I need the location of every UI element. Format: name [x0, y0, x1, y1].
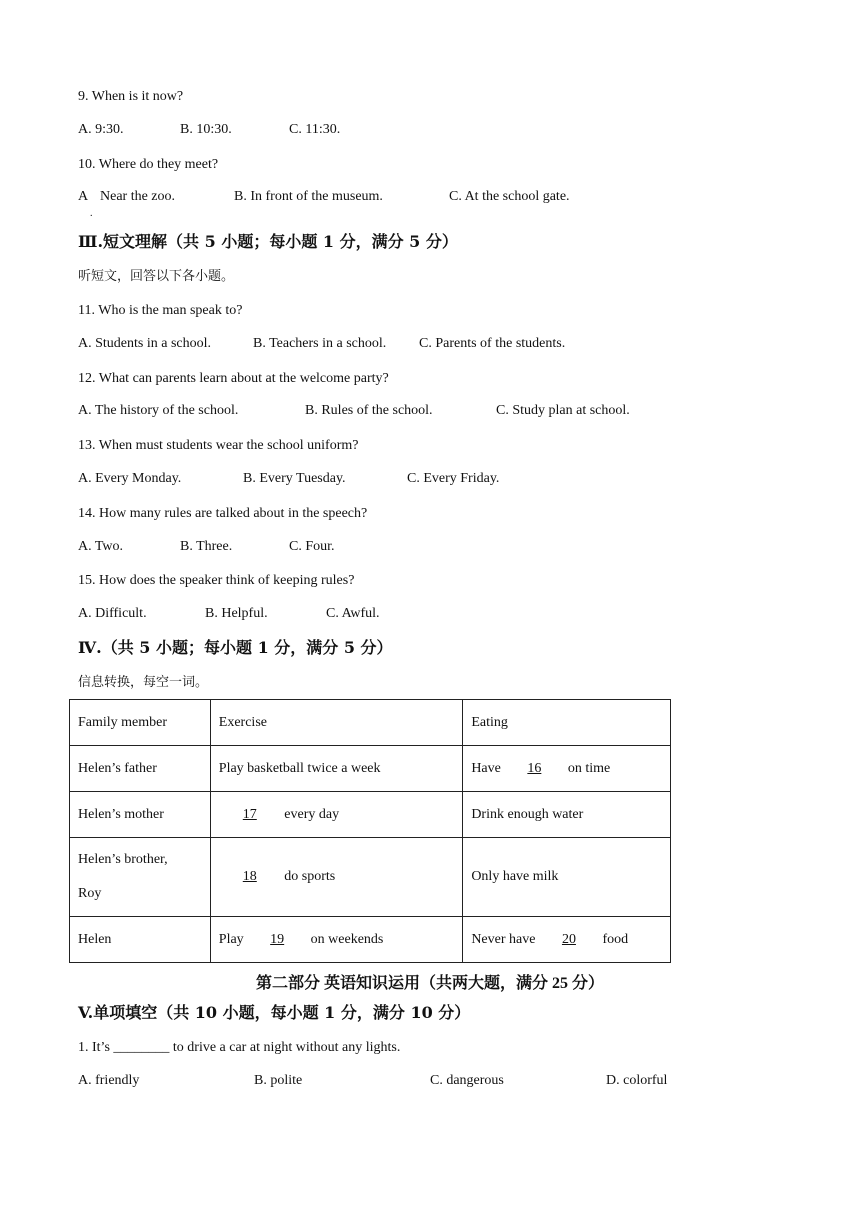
- cell-text: Play: [218, 931, 244, 947]
- table-row: [70, 838, 671, 917]
- table-header-row: [70, 700, 671, 746]
- part2-title: 第二部分 英语知识运用（共两大题，满分 25 分）: [255, 975, 604, 992]
- section4-instruction: 信息转换，每空一词。: [78, 675, 209, 690]
- q10-option-c: C. At the school gate.: [449, 189, 570, 204]
- table-row: [70, 917, 671, 963]
- table-cell-member: Helen: [70, 917, 211, 963]
- info-table: [69, 699, 671, 963]
- q14-option-b: B. Three.: [180, 539, 233, 554]
- section5-heading: V.单项填空（共 10 小题，每小题 1 分，满分 10 分）: [78, 1003, 471, 1022]
- q15-option-b: B. Helpful.: [205, 606, 268, 621]
- table-cell-eating: Drink enough water: [463, 792, 671, 838]
- section3-heading: Ⅲ.短文理解（共 5 小题；每小题 1 分，满分 5 分）: [78, 232, 458, 251]
- blank-18: 18: [242, 869, 257, 884]
- table-cell-member: Helen’s mother: [70, 792, 211, 838]
- table-cell-member: Helen’s father: [70, 746, 211, 792]
- q12-option-a: A. The history of the school.: [78, 403, 239, 418]
- table-header-exercise: Exercise: [210, 700, 463, 746]
- q15-option-c: C. Awful.: [326, 606, 380, 621]
- v1-option-a: A. friendly: [78, 1073, 140, 1088]
- table-cell-exercise: Play basketball twice a week: [210, 746, 463, 792]
- table-cell-exercise: [210, 792, 463, 838]
- table-cell-eating: [463, 746, 671, 792]
- q11-option-c: C. Parents of the students.: [419, 336, 566, 351]
- section4-heading: Ⅳ.（共 5 小题；每小题 1 分，满分 5 分）: [78, 638, 393, 657]
- q13-question: 13. When must students wear the school uniform?: [78, 438, 359, 453]
- q9-option-c: C. 11:30.: [289, 122, 341, 137]
- q14-option-a: A. Two.: [78, 539, 124, 554]
- cell-text: food: [602, 931, 629, 947]
- v1-option-c: C. dangerous: [430, 1073, 504, 1088]
- cell-text: Helen’s brother,: [78, 852, 168, 867]
- table-cell-eating: [463, 917, 671, 963]
- section3-instruction: 听短文，回答以下各小题。: [78, 269, 235, 284]
- table-row: [70, 746, 671, 792]
- q15-option-a: A. Difficult.: [78, 606, 147, 621]
- v1-option-d: D. colorful: [606, 1073, 668, 1088]
- q10-option-a: Near the zoo.: [100, 189, 176, 204]
- q11-option-b: B. Teachers in a school.: [253, 336, 387, 351]
- q10-option-a-letter: A: [78, 189, 89, 204]
- q13-option-c: C. Every Friday.: [407, 471, 500, 486]
- cell-text: do sports: [284, 869, 336, 884]
- q9-option-b: B. 10:30.: [180, 122, 232, 137]
- table-row: [70, 792, 671, 838]
- v1-option-b: B. polite: [254, 1073, 303, 1088]
- q12-option-c: C. Study plan at school.: [496, 403, 630, 418]
- cell-text: Roy: [78, 886, 102, 901]
- cell-text: Never have: [471, 931, 536, 947]
- q10-option-a-dot: .: [90, 208, 93, 219]
- cell-text: on weekends: [310, 931, 384, 947]
- cell-text: Have: [471, 760, 501, 776]
- v1-question: 1. It’s ________ to drive a car at night without any lights.: [78, 1040, 401, 1055]
- cell-text: on time: [567, 760, 611, 776]
- table-cell-exercise: [210, 917, 463, 963]
- q11-question: 11. Who is the man speak to?: [78, 303, 243, 318]
- table-cell-exercise: [210, 838, 463, 917]
- blank-17: 17: [242, 806, 257, 822]
- q14-option-c: C. Four.: [289, 539, 335, 554]
- blank-19: 19: [270, 931, 285, 947]
- table-cell-eating: Only have milk: [463, 838, 671, 917]
- q14-question: 14. How many rules are talked about in the speech?: [78, 506, 368, 521]
- table-header-member: Family member: [70, 700, 211, 746]
- q9-question: 9. When is it now?: [78, 89, 184, 104]
- q10-option-b: B. In front of the museum.: [234, 189, 383, 204]
- q9-option-a: A. 9:30.: [78, 122, 124, 137]
- blank-16: 16: [527, 760, 542, 776]
- q10-question: 10. Where do they meet?: [78, 157, 219, 172]
- table-header-eating: Eating: [463, 700, 671, 746]
- q11-option-a: A. Students in a school.: [78, 336, 211, 351]
- q12-question: 12. What can parents learn about at the welcome party?: [78, 371, 389, 386]
- cell-text: every day: [284, 806, 340, 822]
- q12-option-b: B. Rules of the school.: [305, 403, 433, 418]
- table-cell-member: [70, 838, 211, 917]
- q15-question: 15. How does the speaker think of keeping rules?: [78, 573, 355, 588]
- q13-option-b: B. Every Tuesday.: [243, 471, 346, 486]
- q13-option-a: A. Every Monday.: [78, 471, 182, 486]
- blank-20: 20: [561, 931, 576, 947]
